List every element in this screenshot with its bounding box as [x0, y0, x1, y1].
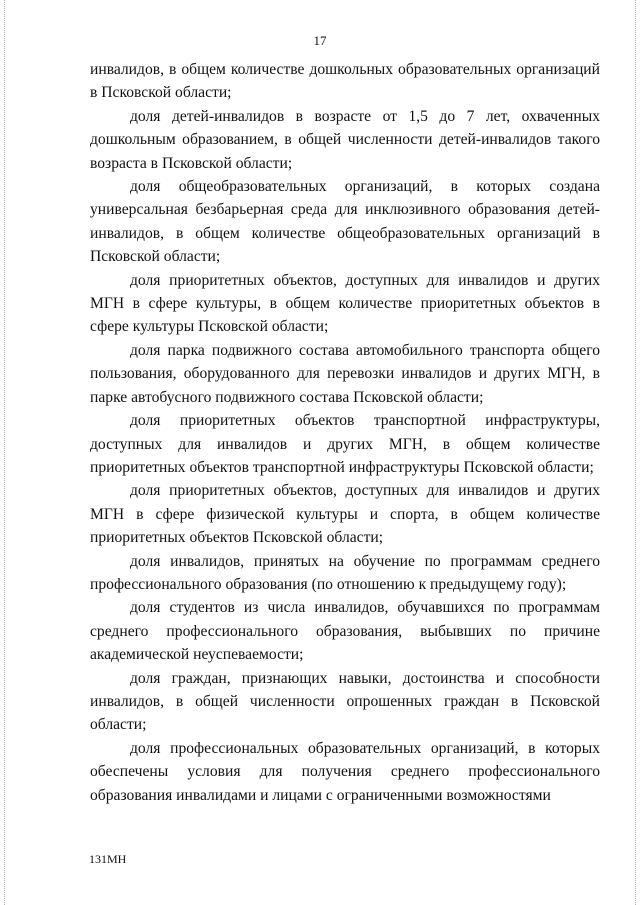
paragraph-continuation: инвалидов, в общем количестве дошкольных образовательных организаций в Псковской области; — [90, 61, 600, 102]
paragraph-transport-infrastructure: доля приоритетных объектов транспортной инфраструктуры, доступных для инвалидов и других МГН, в общем количестве приоритетных объектов транспортной инфраструктуры Псковской области; — [90, 412, 600, 476]
paragraph-student-dropout: доля студентов из числа инвалидов, обучавшихся по программам среднего профессионального образования, выбывших по причине академической неуспеваемости; — [90, 599, 600, 664]
scan-edge-right — [635, 0, 637, 905]
paragraph-barrier-free-schools: доля общеобразовательных организаций, в которых создана универсальная безбарьерная среда для инклюзивного образования детей-инвалидов, в общем количестве общеобразовательных организаций в Псковской области; — [90, 178, 600, 266]
paragraph-culture-objects: доля приоритетных объектов, доступных для инвалидов и других МГН в сфере культуры, в общем количестве приоритетных объектов в сфере культуры Псковской области; — [90, 271, 600, 336]
paragraph-public-attitude: доля граждан, признающих навыки, достоинства и способности инвалидов, в общей численности опрошенных граждан в Псковской области; — [90, 669, 600, 734]
document-code: 131МН — [89, 852, 127, 866]
paragraph-sport-objects: доля приоритетных объектов, доступных для инвалидов и других МГН в сфере физической культуры и спорта, в общем количестве приоритетных объектов Псковской области; — [90, 482, 600, 547]
paragraph-vocational-admission: доля инвалидов, принятых на обучение по программам среднего профессионального образования (по отношению к предыдущему году); — [90, 552, 600, 593]
scan-edge-left — [4, 0, 6, 905]
paragraph-preschool-disabled-children: доля детей-инвалидов в возрасте от 1,5 до 7 лет, охваченных дошкольным образованием, в общей численности детей-инвалидов такого возраста в Псковской области; — [90, 107, 600, 172]
paragraph-public-transport-fleet: доля парка подвижного состава автомобильного транспорта общего пользования, оборудованного для перевозки инвалидов и других МГН, в парке автобусного подвижного состава Псковской области; — [90, 341, 600, 406]
page-number: 17 — [313, 33, 327, 48]
document-body — [90, 58, 600, 807]
paragraph-vocational-organizations: доля профессиональных образовательных организаций, в которых обеспечены условия для получения среднего профессионального образования инвалидами и лицами с ограниченными возможностями — [90, 739, 600, 804]
